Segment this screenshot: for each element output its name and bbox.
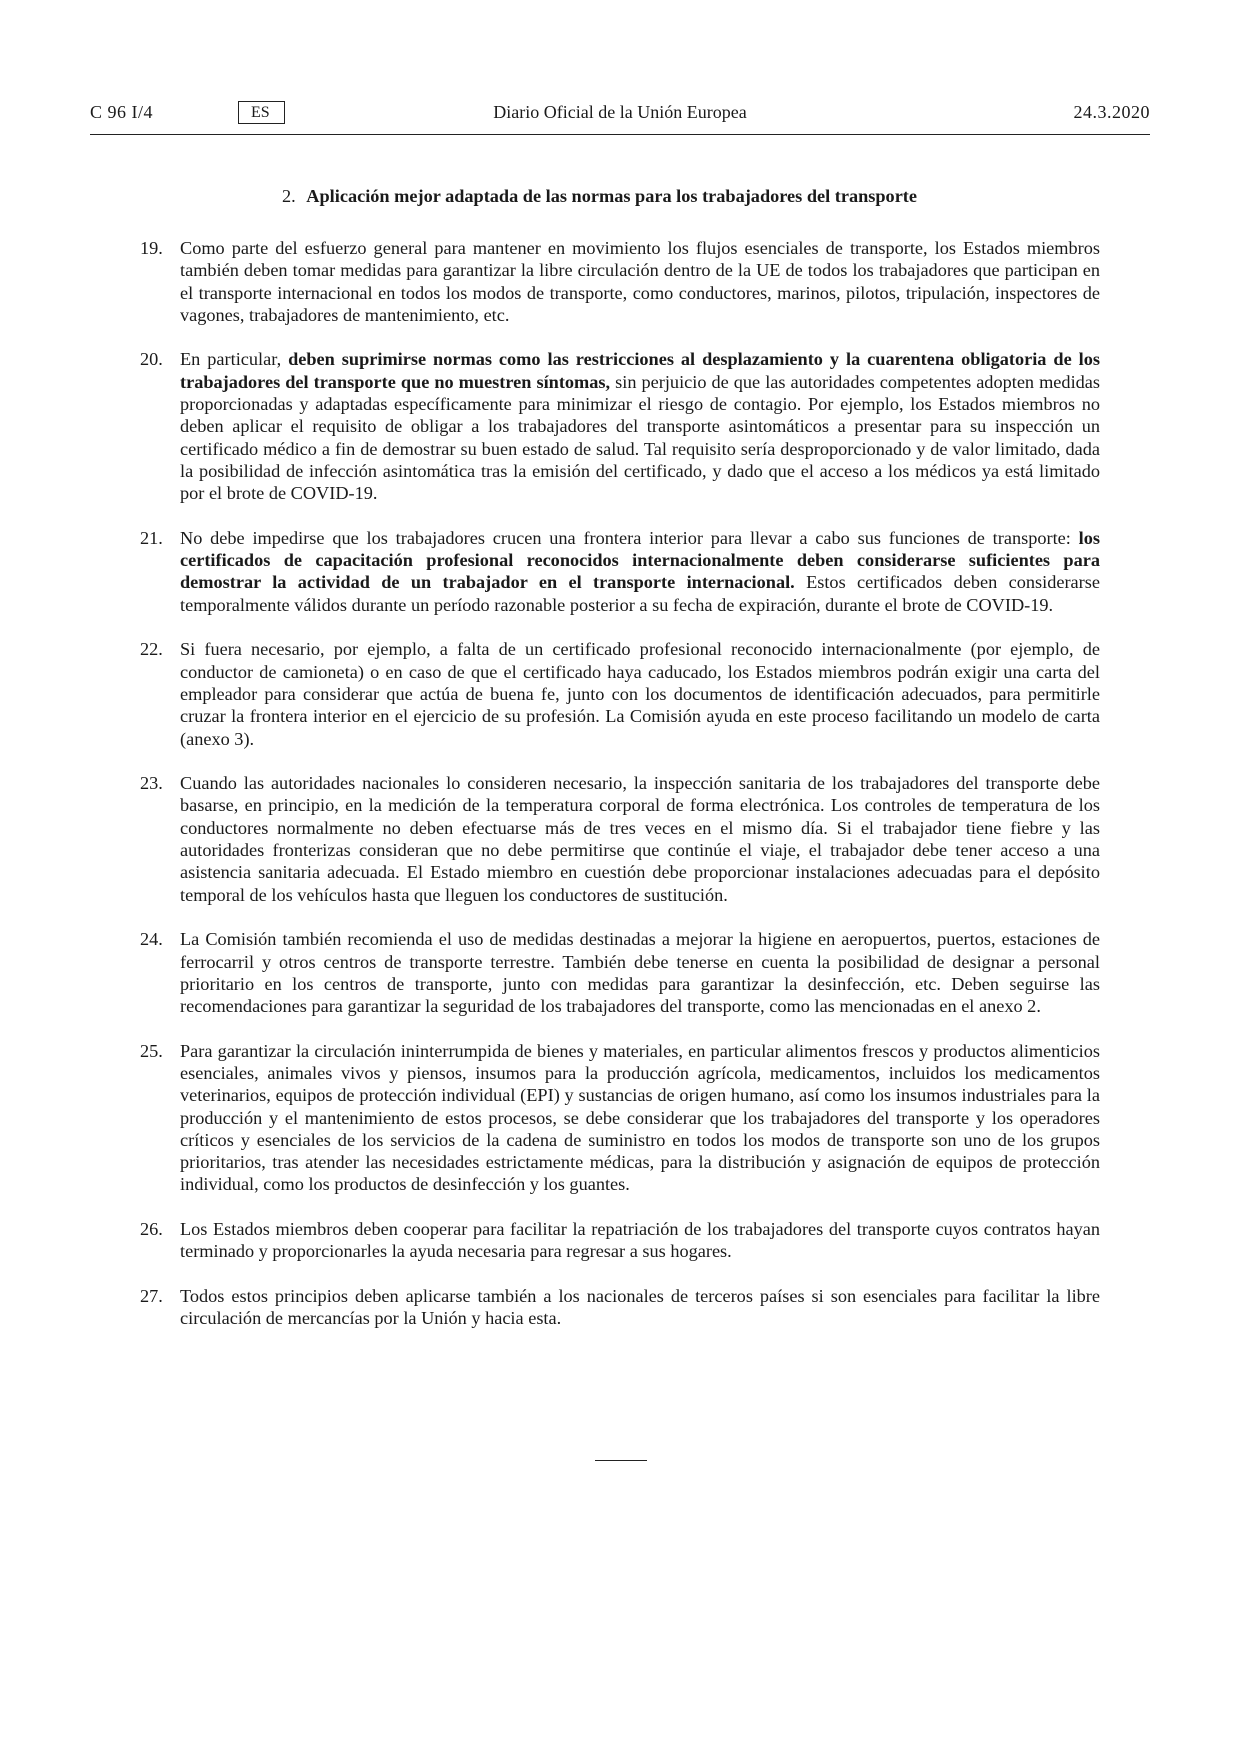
- body-text: Si fuera necesario, por ejemplo, a falta de un certificado profesional reconocido internacionalmente (por ejemplo, de conductor de camioneta) o en caso de que el certificado haya caducado, los Estados miembros podrán exigir una carta del empleador para considerar que actúa de buena fe, junto con los documentos de identificación adecuados, para permitirle cruzar la frontera interior en el ejercicio de su profesión. La Comisión ayuda en este proceso facilitando un modelo de carta (anexo 3).: [180, 639, 1100, 749]
- paragraph-number: 24.: [140, 929, 163, 950]
- emphasis-text: los certificados de capacitación profesional reconocidos internacionalmente deben considerarse suficientes para demostrar la actividad de un trabajador en el transporte internacional.: [180, 527, 1100, 593]
- body-text: No debe impedirse que los trabajadores crucen una frontera interior para llevar a cabo sus funciones de transporte:: [180, 527, 1079, 548]
- paragraph-number: 19.: [140, 238, 163, 258]
- paragraph-text: [180, 1219, 1100, 1261]
- paragraph-text: [180, 929, 1100, 1016]
- language-badge: ES: [238, 101, 285, 124]
- body-text: Como parte del esfuerzo general para mantener en movimiento los flujos esenciales de transporte, los Estados miembros también deben tomar medidas para garantizar la libre circulación dentro de la UE de todos los trabajadores que participan en el transporte internacional en todos los modos de transporte, como conductores, marinos, pilotos, tripulación, inspectores de vagones, trabajadores de mantenimiento, etc.: [180, 238, 1100, 325]
- paragraph-number: 22.: [140, 639, 163, 660]
- journal-title: Diario Oficial de la Unión Europea: [493, 102, 747, 122]
- body-text: sin perjuicio de que las autoridades competentes adopten medidas proporcionadas y adaptadas específicamente para minimizar el riesgo de contagio. Por ejemplo, los Estados miembros no deben aplicar el requisito de obligar a los trabajadores del transporte asintomáticos a presentar para su inspección un certificado médico a fin de demostrar su buen estado de salud. Tal requisito sería desproporcionado y de valor limitado, dada la posibilidad de infección asintomática tras la emisión del certificado, y dado que el acceso a los médicos ya está limitado por el brote de COVID-19.: [180, 371, 1101, 504]
- body-text: Todos estos principios deben aplicarse también a los nacionales de terceros países si son esenciales para facilitar la libre circulación de mercancías por la Unión y hacia esta.: [180, 1285, 1100, 1329]
- paragraph-number: 20.: [140, 349, 163, 370]
- paragraph-item: [90, 772, 1100, 906]
- paragraph-list: [90, 237, 1100, 1352]
- section-heading: [282, 186, 917, 207]
- paragraph-item: [90, 348, 1100, 504]
- emphasis-text: deben suprimirse normas como las restricciones al desplazamiento y la cuarentena obligatoria de los trabajadores del transporte que no muestren síntomas,: [180, 349, 1100, 392]
- journal-reference: C 96 I/4: [90, 102, 154, 122]
- publication-date: 24.3.2020: [1073, 102, 1150, 122]
- paragraph-text: [180, 773, 1100, 904]
- paragraph-number: 27.: [140, 1285, 163, 1306]
- body-text: En particular,: [180, 349, 289, 370]
- body-text: Los Estados miembros deben cooperar para facilitar la repatriación de los trabajadores del transporte cuyos contratos hayan terminado y proporcionarles la ayuda necesaria para regresar a sus hogares.: [180, 1219, 1100, 1262]
- body-text: Para garantizar la circulación ininterrumpida de bienes y materiales, en particular alimentos frescos y productos alimenticios esenciales, animales vivos y piensos, insumos para la producción agrícola, medicamentos, incluidos los medicamentos veterinarios, equipos de protección individual (EPI) y sustancias de origen humano, así como los insumos industriales para la producción y el mantenimiento de estos procesos, se debe considerar que los trabajadores del transporte y los operadores críticos y esenciales de los servicios de la cadena de suministro en todos los modos de transporte son uno de los grupos prioritarios, tras atender las necesidades estrictamente médicas, para la distribución y asignación de equipos de protección individual, como los productos de desinfección y los guantes.: [180, 1040, 1100, 1195]
- paragraph-text: [180, 1041, 1100, 1195]
- end-rule: [595, 1460, 647, 1461]
- paragraph-item: [90, 1218, 1100, 1263]
- paragraph-item: [90, 527, 1100, 616]
- paragraph-item: [90, 1285, 1100, 1330]
- paragraph-text: [180, 238, 1100, 325]
- paragraph-number: 25.: [140, 1040, 163, 1061]
- section-number: 2.: [282, 186, 296, 206]
- section-title: Aplicación mejor adaptada de las normas para los trabajadores del transporte: [306, 186, 918, 206]
- paragraph-text: [180, 349, 1100, 503]
- page-header: [90, 100, 1150, 135]
- paragraph-item: [90, 1040, 1100, 1196]
- paragraph-text: [180, 528, 1100, 615]
- paragraph-text: [180, 1286, 1100, 1328]
- body-text: La Comisión también recomienda el uso de medidas destinadas a mejorar la higiene en aeropuertos, puertos, estaciones de ferrocarril y otros centros de transporte terrestre. También debe tenerse en cuenta la posibilidad de designar a personal prioritario en los centros de transporte, junto con medidas para garantizar la desinfección, etc. Deben seguirse las recomendaciones para garantizar la seguridad de los trabajadores del transporte, como las mencionadas en el anexo 2.: [180, 929, 1100, 1017]
- paragraph-number: 21.: [140, 527, 163, 548]
- body-text: Cuando las autoridades nacionales lo consideren necesario, la inspección sanitaria de los trabajadores del transporte debe basarse, en principio, en la medición de la temperatura corporal de forma electrónica. Los controles de temperatura de los conductores normalmente no deben efectuarse más de tres veces en el mismo día. Si el trabajador tiene fiebre y las autoridades fronterizas consideran que no debe permitirse que continúe el viaje, el trabajador debe tener acceso a una asistencia sanitaria adecuada. El Estado miembro en cuestión debe proporcionar instalaciones adecuadas para el depósito temporal de los vehículos hasta que lleguen los conductores de sustitución.: [180, 773, 1100, 905]
- body-text: Estos certificados deben considerarse temporalmente válidos durante un período razonable posterior a su fecha de expiración, durante el brote de COVID-19.: [180, 572, 1100, 615]
- paragraph-text: [180, 639, 1100, 748]
- paragraph-item: [90, 638, 1100, 749]
- paragraph-number: 23.: [140, 773, 163, 794]
- paragraph-item: [90, 237, 1100, 326]
- paragraph-item: [90, 928, 1100, 1017]
- paragraph-number: 26.: [140, 1219, 163, 1240]
